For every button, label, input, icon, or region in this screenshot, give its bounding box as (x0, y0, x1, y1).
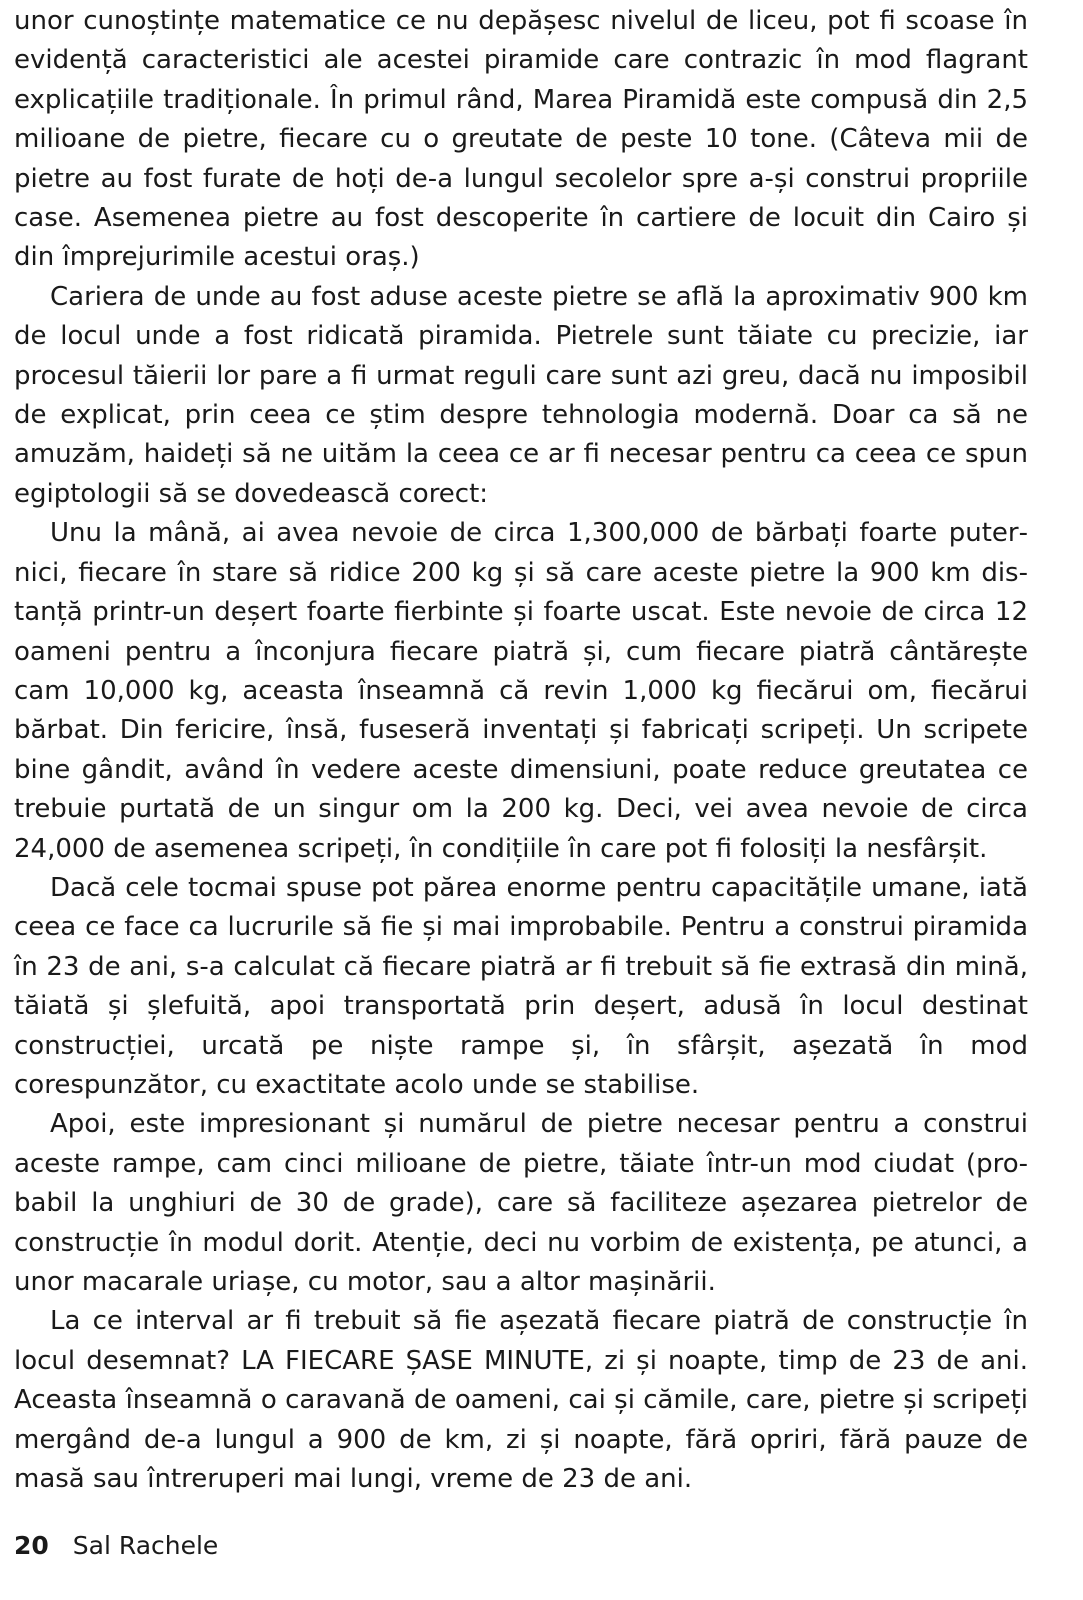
paragraph: La ce interval ar fi trebuit să fie așezată fiecare piatră de construcție în locul desemnat? LA FIECARE ȘASE MINUTE, zi și noapte, timp de 23 de ani. Aceasta înseamnă o caravană de oameni, cai și cămile, care, pietre și scripeți mergând de-a lungul a 900 de km, zi și noapte, fără opriri, fără pauze de masă sau întreruperi mai lungi, vreme de 23 de ani. (14, 1306, 1028, 1495)
paragraph: unor cunoștințe matematice ce nu depășesc nivelul de liceu, pot fi scoase în evidență caracteristici ale acestei piramide care contrazic în mod flagrant explicațiile tradiționale. În primul rând, Marea Piramidă este compusă din 2,5 milioane de pietre, fiecare cu o greutate de peste 10 tone. (Câteva mii de pietre au fost furate de hoți de-a lungul secolelor spre a-și construi propriile case. Asemenea pietre au fost descoperite în cartiere de locuit din Cairo și din împrejurimile acestui oraș.) (14, 6, 1028, 273)
book-page (14, 0, 1028, 1600)
running-title: Sal Rachele (72, 1531, 219, 1560)
body-text (14, 2, 1028, 1499)
paragraph: Unu la mână, ai avea nevoie de circa 1,300,000 de bărbați foarte puternici, fiecare în stare să ridice 200 kg și să care aceste pietre la 900 km distanță printr-un deșert foarte fierbinte și foarte uscat. Este nevoie de circa 12 oameni pentru a înconjura fiecare piatră și, cum fiecare piatră cântărește cam 10,000 kg, aceasta înseamnă că revin 1,000 kg fiecărui om, fiecărui bărbat. Din fericire, însă, fuseseră inventați și fabricați scripeți. Un scripete bine gândit, având în vedere aceste dimensiuni, poate reduce greutatea ce trebuie purtată de un singur om la 200 kg. Deci, vei avea nevoie de circa 24,000 de asemenea scripeți, în condițiile în care pot fi folosiți la nesfârșit. (14, 518, 1028, 864)
page-footer (14, 1528, 218, 1564)
paragraph: Apoi, este impresionant și numărul de pietre necesar pentru a construi aceste rampe, cam cinci milioane de pietre, tăiate într-un mod ciudat (probabil la unghiuri de 30 de grade), care să faciliteze așezarea pietrelor de construcție în modul dorit. Atenție, deci nu vorbim de existența, pe atunci, a unor macarale uriașe, cu motor, sau a altor mașinării. (14, 1109, 1028, 1297)
paragraph: Dacă cele tocmai spuse pot părea enorme pentru capacitățile umane, iată ceea ce face ca lucrurile să fie și mai improbabile. Pentru a construi piramida în 23 de ani, s-a calculat că fiecare piatră ar fi trebuit să fie extrasă din mină, tăiată și șlefuită, apoi transportată prin deșert, adusă în locul destinat construcției, urcată pe niște rampe și, în sfârșit, așezată în mod corespunzător, cu exactitate acolo unde se stabilise. (14, 872, 1028, 1100)
page-number: 20 (14, 1531, 49, 1560)
paragraph: Cariera de unde au fost aduse aceste pietre se află la aproximativ 900 km de locul unde a fost ridicată piramida. Pietrele sunt tăiate cu precizie, iar procesul tăierii lor pare a fi urmat reguli care sunt azi greu, dacă nu imposibil de explicat, prin ceea ce știm despre tehnologia modernă. Doar ca să ne amuzăm, haideți să ne uităm la ceea ce ar fi necesar pentru ca ceea ce spun egiptologii să se dovedească corect: (14, 281, 1028, 509)
